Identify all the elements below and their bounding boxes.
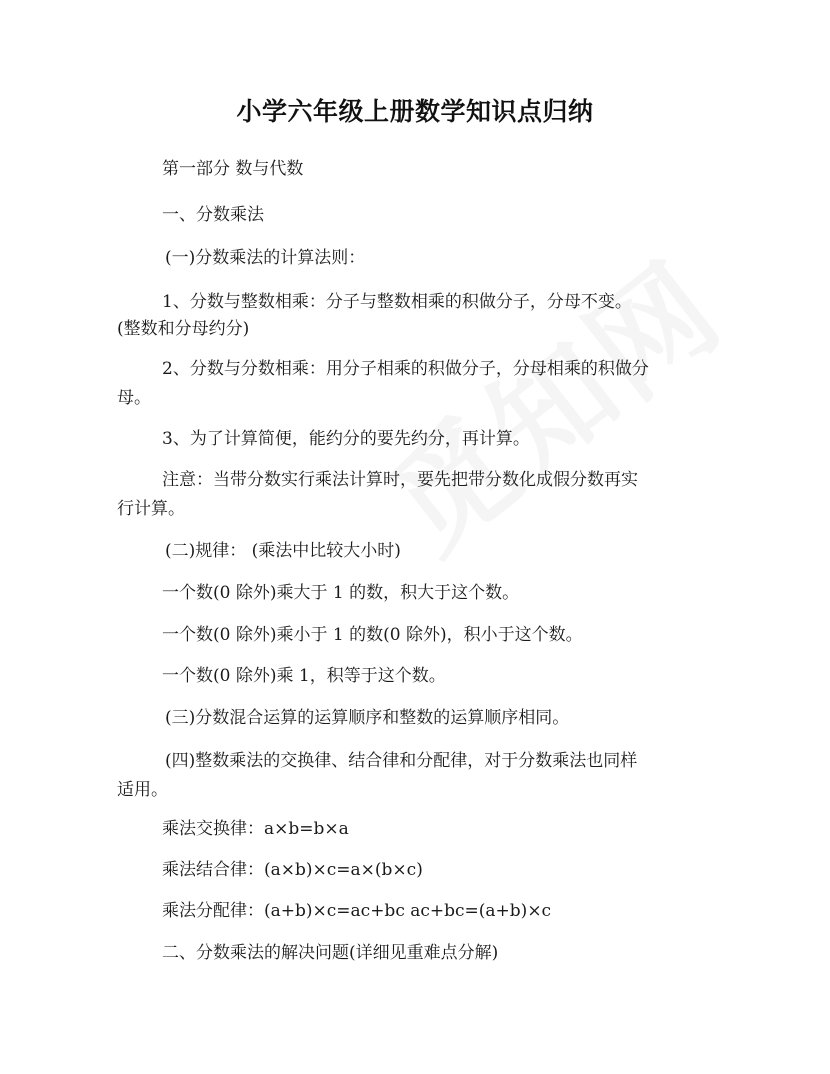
paragraph-line: (整数和分母约分)	[117, 319, 250, 339]
subsection-heading: (二)规律： (乘法中比较大小时)	[165, 541, 401, 561]
subsection-heading: (三)分数混合运算的运算顺序和整数的运算顺序相同。	[165, 708, 570, 728]
paragraph-line: 行计算。	[117, 499, 185, 519]
paragraph-line: 一个数(0 除外)乘 1，积等于这个数。	[162, 666, 446, 686]
formula-line: 乘法交换律：a×b=b×a	[162, 819, 349, 839]
paragraph-line: 1、分数与整数相乘：分子与整数相乘的积做分子，分母不变。	[162, 292, 632, 312]
paragraph-line: 母。	[117, 388, 151, 408]
subsection-heading: (四)整数乘法的交换律、结合律和分配律，对于分数乘法也同样	[165, 751, 638, 771]
paragraph-line: 适用。	[117, 780, 168, 800]
section-heading: 第一部分 数与代数	[162, 159, 304, 179]
chapter-heading: 二、分数乘法的解决问题(详细见重难点分解)	[162, 943, 499, 963]
chapter-heading: 一、分数乘法	[162, 205, 264, 225]
paragraph-line: 注意：当带分数实行乘法计算时，要先把带分数化成假分数再实	[162, 470, 638, 490]
subsection-heading: (一)分数乘法的计算法则：	[165, 248, 366, 268]
formula-line: 乘法分配律：(a+b)×c=ac+bc ac+bc=(a+b)×c	[162, 901, 552, 921]
paragraph-line: 一个数(0 除外)乘小于 1 的数(0 除外)，积小于这个数。	[162, 625, 583, 645]
watermark	[302, 157, 798, 643]
paragraph-line: 3、为了计算简便，能约分的要先约分，再计算。	[162, 429, 530, 449]
paragraph-line: 一个数(0 除外)乘大于 1 的数，积大于这个数。	[162, 583, 520, 603]
paragraph-line: 2、分数与分数相乘：用分子相乘的积做分子，分母相乘的积做分	[162, 359, 649, 379]
formula-line: 乘法结合律：(a×b)×c=a×(b×c)	[162, 860, 423, 880]
document-title: 小学六年级上册数学知识点归纳	[236, 97, 594, 126]
